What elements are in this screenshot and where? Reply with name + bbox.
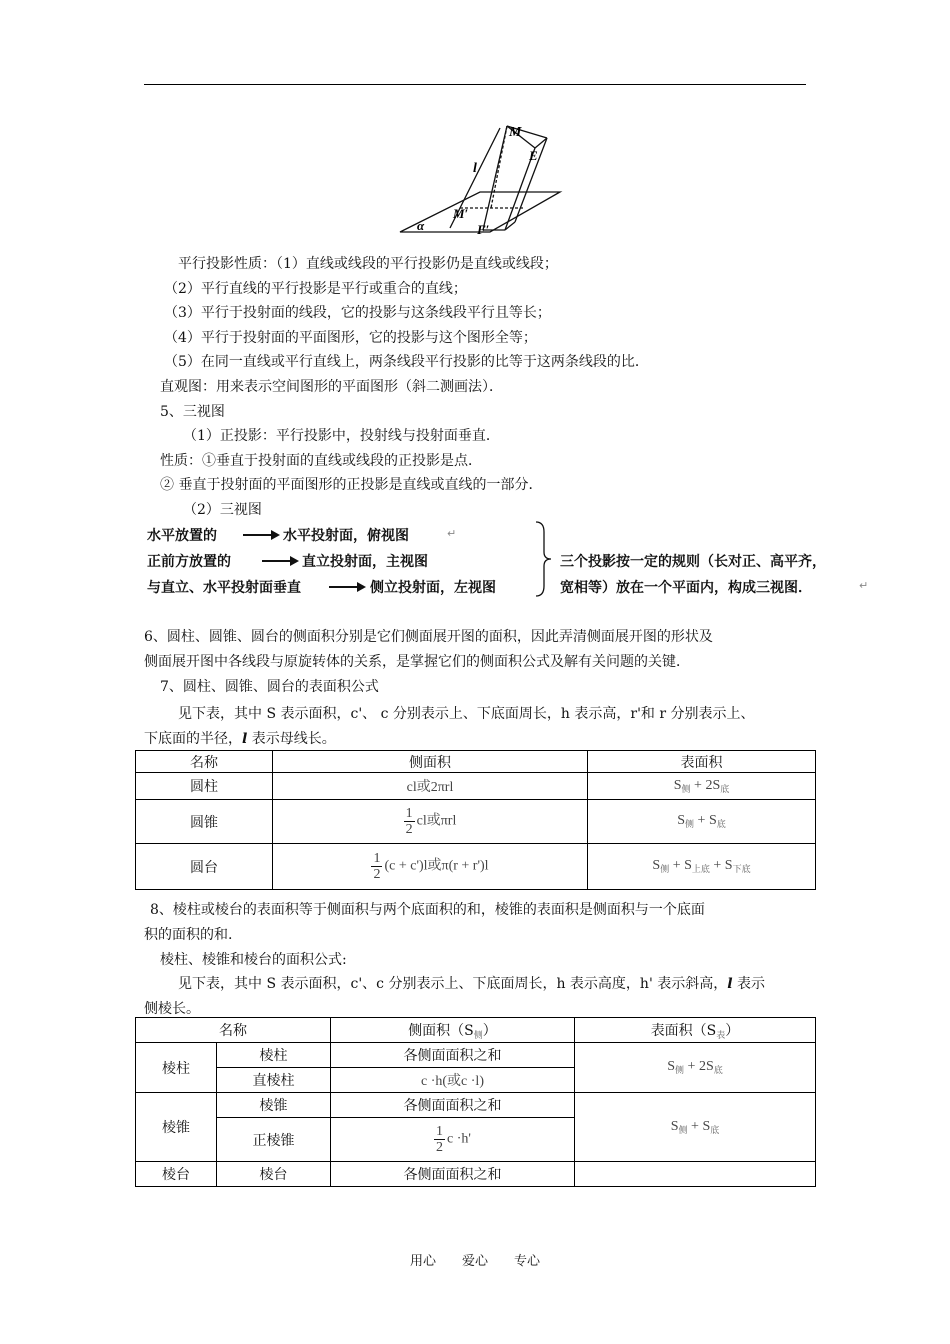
section7-desc-2 — [144, 728, 336, 748]
desc-text: 见下表，其中 S 表示面积，c'、c 分别表示上、下底面周长，h 表示高度，h' 表示斜高， — [178, 976, 728, 992]
row-name: 直棱柱 — [217, 1068, 331, 1093]
lateral-formula: $\frac{1}{2}$ c ·h' — [331, 1118, 575, 1162]
section6-line-2: 侧面展开图中各线段与原旋转体的关系，是掌握它们的侧面积公式及解有关问题的关键． — [144, 654, 690, 670]
table-header: 侧面积 — [273, 751, 588, 773]
return-mark-1: ↵ — [447, 527, 457, 540]
arrow-icon — [329, 581, 367, 593]
section7-title: 7、圆柱、圆锥、圆台的表面积公式 — [160, 679, 379, 695]
desc-text: 表示 — [732, 976, 766, 992]
table-header: 表面积 — [588, 751, 816, 773]
group-name: 棱锥 — [136, 1093, 217, 1162]
arrow-icon — [262, 555, 300, 567]
table-row — [136, 1162, 816, 1187]
surface-formula: $S_侧 + 2S_底$ — [575, 1043, 816, 1093]
ortho-nature-1: 性质：①垂直于投射面的直线或线段的正投影是点． — [160, 453, 482, 469]
surface-formula: $S_侧 + 2S_底$ — [588, 773, 816, 800]
table-header: 名称 — [136, 751, 273, 773]
label-M: M — [509, 125, 522, 140]
table-header: 表面积$(S_表)$ — [575, 1018, 816, 1043]
row1-right: 水平投射面，俯视图 — [283, 528, 409, 544]
lateral-formula: 各侧面面积之和 — [331, 1162, 575, 1187]
l-symbol: l — [727, 976, 733, 992]
lateral-formula: $\frac{1}{2}$ cl或πrl — [273, 800, 588, 844]
rotation-body-table — [135, 750, 816, 890]
section8-line-1: 8、棱柱或棱台的表面积等于侧面积与两个底面积的和，棱锥的表面积是侧面积与一个底面 — [150, 902, 705, 918]
surface-formula: $S_侧 + S_{上底} + S_{下底}$ — [588, 844, 816, 890]
header-rule — [144, 84, 806, 85]
section7-desc-1: 见下表，其中 S 表示面积，c'、 c 分别表示上、下底面周长，h 表示高，r'和 r 分别表示上、 — [178, 706, 755, 722]
row3-left: 与直立、水平投射面垂直 — [147, 580, 301, 596]
label-M-prime: M′ — [453, 206, 469, 221]
lateral-formula: 各侧面面积之和 — [331, 1093, 575, 1118]
label-alpha: α — [417, 218, 425, 233]
row-name: 圆锥 — [136, 800, 273, 844]
row-name: 圆台 — [136, 844, 273, 890]
label-l: l — [473, 161, 477, 176]
table-row — [136, 773, 816, 800]
row-name: 棱柱 — [217, 1043, 331, 1068]
section8-subtitle: 棱柱、棱锥和棱台的面积公式: — [160, 952, 347, 968]
row2-left: 正前方放置的 — [147, 554, 231, 570]
section8-desc-2: 侧棱长。 — [144, 1001, 200, 1017]
table-row — [136, 844, 816, 890]
projection-property-5: （5）在同一直线或平行直线上，两条线段平行投影的比等于这两条线段的比． — [164, 354, 649, 370]
label-F-prime: F′ — [477, 222, 490, 237]
lateral-formula: c ·h(或c ·l) — [331, 1068, 575, 1093]
group-name: 棱柱 — [136, 1043, 217, 1093]
lateral-formula: 各侧面面积之和 — [331, 1043, 575, 1068]
surface-formula: $S_侧 + S_底$ — [588, 800, 816, 844]
intuitive-drawing-text: 直观图：用来表示空间图形的平面图形（斜二测画法）． — [160, 379, 503, 395]
ortho-nature-2: ② 垂直于投射面的平面图形的正投影是直线或直线的一部分． — [160, 477, 543, 493]
row3-right: 侧立投射面，左视图 — [370, 580, 496, 596]
section8-desc-1 — [178, 973, 765, 993]
table-header: 名称 — [136, 1018, 331, 1043]
table-row — [136, 1043, 816, 1068]
arrow-icon — [243, 529, 281, 541]
right-brace-icon — [534, 520, 554, 598]
row-name: 棱台 — [217, 1162, 331, 1187]
desc-text: 表示母线长。 — [247, 731, 336, 747]
row2-right: 直立投射面，主视图 — [302, 554, 428, 570]
l-symbol: l — [242, 731, 248, 747]
table-row — [136, 1093, 816, 1118]
summary-line-1: 三个投影按一定的规则（长对正、高平齐， — [560, 554, 826, 570]
row-name: 圆柱 — [136, 773, 273, 800]
lateral-formula: cl或2πrl — [273, 773, 588, 800]
surface-formula: $S_侧 + S_底$ — [575, 1093, 816, 1162]
projection-property-4: （4）平行于投射面的平面图形，它的投影与这个图形全等； — [164, 330, 537, 346]
three-views-subtitle: （2）三视图 — [183, 502, 262, 518]
footer-text: 用心 爱心 专心 — [409, 1254, 540, 1269]
table-header: 侧面积$(S_侧)$ — [331, 1018, 575, 1043]
summary-line-2: 宽相等）放在一个平面内，构成三视图． — [560, 580, 812, 596]
section6-line-1: 6、圆柱、圆锥、圆台的侧面积分别是它们侧面展开图的面积，因此弄清侧面展开图的形状及 — [144, 629, 713, 645]
group-name: 棱台 — [136, 1162, 217, 1187]
row1-left: 水平放置的 — [147, 528, 217, 544]
orthographic-projection-text: （1）正投影：平行投影中，投射线与投射面垂直． — [183, 428, 500, 444]
projection-property-1: 平行投影性质：（1）直线或线段的平行投影仍是直线或线段； — [178, 256, 558, 272]
row-name: 正棱锥 — [217, 1118, 331, 1162]
table-row — [136, 800, 816, 844]
projection-property-3: （3）平行于投射面的线段，它的投影与这条线段平行且等长； — [164, 305, 551, 321]
projection-property-2: （2）平行直线的平行投影是平行或重合的直线； — [164, 281, 467, 297]
section8-line-2: 积的面积的和. — [144, 927, 233, 943]
section5-title: 5、三视图 — [160, 404, 225, 420]
surface-formula — [575, 1162, 816, 1187]
lateral-formula: $\frac{1}{2}$ (c + c')l或π(r + r')l — [273, 844, 588, 890]
row-name: 棱锥 — [217, 1093, 331, 1118]
return-mark-2: ↵ — [859, 579, 869, 592]
desc-text: 下底面的半径， — [144, 731, 242, 747]
parallel-projection-figure — [395, 122, 565, 240]
label-E: E — [529, 148, 538, 163]
polyhedron-table — [135, 1017, 816, 1187]
